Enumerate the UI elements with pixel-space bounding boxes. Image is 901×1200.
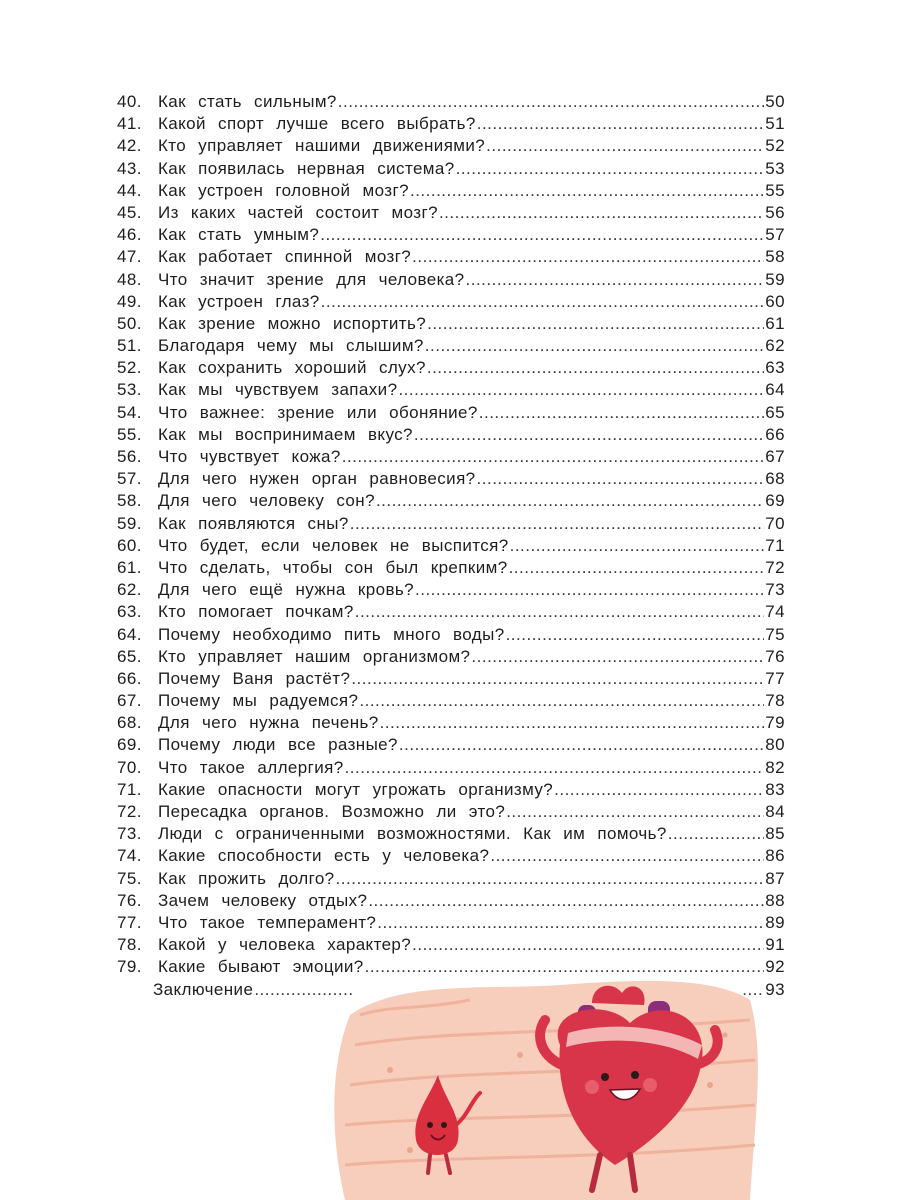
toc-leader-dots — [479, 402, 765, 424]
toc-leader-dots — [414, 424, 764, 446]
toc-leader-dots — [427, 313, 764, 335]
toc-entry-number: 77. — [117, 912, 142, 932]
toc-entry[interactable] — [117, 113, 785, 135]
toc-leader-dots — [425, 335, 765, 357]
toc-conclusion-page: 93 — [765, 979, 785, 999]
toc-entry-page: 74 — [765, 602, 785, 622]
toc-conclusion-title: Заключение — [153, 979, 254, 999]
toc-entry-title: Люди с ограниченными возможностями. Как им помочь? — [158, 824, 667, 844]
toc-entry[interactable] — [117, 335, 785, 357]
toc-entry-title: Из каких частей состоит мозг? — [158, 202, 438, 222]
toc-leader-dots — [351, 668, 764, 690]
toc-entry[interactable] — [117, 357, 785, 379]
toc-entry[interactable] — [117, 557, 785, 579]
toc-entry-title: Как появляются сны? — [158, 513, 349, 533]
toc-entry-title: Для чего нужен орган равновесия? — [158, 469, 476, 489]
toc-entry-title: Как появилась нервная система? — [158, 158, 455, 178]
toc-entry[interactable] — [117, 579, 785, 601]
toc-entry-number: 72. — [117, 802, 142, 821]
toc-entry-number: 55. — [117, 424, 142, 444]
toc-entry-page: 51 — [765, 114, 785, 134]
toc-leader-dots — [412, 934, 764, 956]
toc-entry-number: 64. — [117, 624, 142, 644]
toc-leader-dots — [338, 91, 764, 113]
toc-entry-number: 65. — [117, 646, 142, 666]
toc-entry-page: 61 — [765, 313, 785, 333]
toc-entry[interactable] — [117, 291, 785, 313]
toc-entry-page: 75 — [765, 624, 785, 644]
toc-entry-title: Какие опасности могут угрожать организму? — [158, 779, 554, 799]
toc-entry-page: 72 — [765, 557, 785, 577]
table-of-contents — [117, 91, 785, 1001]
toc-entry-title: Кто управляет нашими движениями? — [158, 136, 486, 156]
toc-leader-dots — [345, 757, 765, 779]
toc-entry-page: 84 — [765, 802, 785, 821]
illustration-background — [334, 981, 758, 1200]
toc-entry-number: 67. — [117, 691, 142, 711]
toc-entry-title: Как работает спинной мозг? — [158, 247, 412, 267]
toc-entry-number: 40. — [117, 92, 142, 111]
toc-entry-number: 53. — [117, 380, 142, 400]
toc-leader-dots — [668, 823, 765, 845]
toc-entry-number: 56. — [117, 447, 142, 466]
toc-entry[interactable] — [117, 934, 785, 956]
toc-leader-dots — [456, 158, 765, 180]
toc-entry-page: 53 — [765, 158, 785, 178]
toc-entry-number: 61. — [117, 557, 142, 577]
toc-leader-dots — [427, 357, 764, 379]
toc-entry-number: 47. — [117, 247, 142, 267]
toc-entry-title: Кто помогает почкам? — [158, 602, 354, 622]
toc-entry-title: Как устроен головной мозг? — [158, 180, 409, 200]
toc-entry-page: 89 — [765, 912, 785, 932]
toc-entry-title: Пересадка органов. Возможно ли это? — [158, 802, 506, 821]
toc-leader-dots — [398, 379, 764, 401]
toc-entry-page: 56 — [765, 202, 785, 222]
toc-entry-title: Что значит зрение для человека? — [158, 269, 465, 289]
toc-leader-dots — [376, 490, 764, 512]
toc-entry-page: 50 — [765, 92, 785, 111]
toc-entry-number: 58. — [117, 491, 142, 511]
toc-entry-page: 63 — [765, 358, 785, 378]
toc-entry-title: Почему необходимо пить много воды? — [158, 624, 505, 644]
toc-entry-page: 58 — [765, 247, 785, 267]
toc-entry-page: 77 — [765, 668, 785, 688]
toc-entry-page: 91 — [765, 935, 785, 955]
toc-entry-number: 42. — [117, 136, 142, 156]
toc-entry-page: 60 — [765, 291, 785, 311]
toc-entry-number: 62. — [117, 580, 142, 600]
toc-entry[interactable] — [117, 734, 785, 756]
toc-entry-page: 68 — [765, 469, 785, 489]
toc-entry-number: 60. — [117, 535, 142, 555]
toc-entry-page: 73 — [765, 580, 785, 600]
toc-entry[interactable] — [117, 868, 785, 890]
toc-entry-page: 66 — [765, 424, 785, 444]
toc-entry-title: Как сохранить хороший слух? — [158, 358, 426, 378]
toc-entry-page: 69 — [765, 491, 785, 511]
toc-leader-dots — [477, 113, 765, 135]
toc-entry-title: Почему Ваня растёт? — [158, 668, 351, 688]
toc-entry-title: Как стать умным? — [158, 225, 320, 245]
toc-entry-title: Что такое аллергия? — [158, 757, 344, 777]
toc-leader-dots — [355, 601, 765, 623]
toc-entry-page: 57 — [765, 225, 785, 245]
toc-entry-number: 51. — [117, 336, 142, 356]
toc-entry[interactable] — [117, 513, 785, 535]
toc-entry-title: Зачем человеку отдых? — [158, 890, 368, 910]
toc-entry-title: Какие бывают эмоции? — [158, 957, 364, 977]
toc-entry-number: 69. — [117, 735, 142, 755]
toc-entry-page: 83 — [765, 779, 785, 799]
toc-entry-page: 79 — [765, 713, 785, 733]
toc-entry[interactable] — [117, 801, 785, 823]
toc-entry-title: Кто управляет нашим организмом? — [158, 646, 471, 666]
toc-entry-title: Как прожить долго? — [158, 868, 335, 888]
toc-entry-page: 86 — [765, 846, 785, 866]
toc-leader-dots — [399, 734, 764, 756]
toc-leader-dots — [509, 557, 765, 579]
toc-leader-dots — [380, 712, 765, 734]
toc-entry-title: Почему люди все разные? — [158, 735, 398, 755]
toc-entry-page: 62 — [765, 336, 785, 356]
toc-leader-dots — [336, 868, 765, 890]
toc-entry[interactable] — [117, 269, 785, 291]
toc-entry-page: 64 — [765, 380, 785, 400]
toc-entry[interactable] — [117, 779, 785, 801]
toc-entry[interactable] — [117, 379, 785, 401]
toc-entry-title: Для чего человеку сон? — [158, 491, 375, 511]
toc-entry-number: 48. — [117, 269, 142, 289]
toc-entry-number: 57. — [117, 469, 142, 489]
toc-entry-page: 87 — [765, 868, 785, 888]
toc-leader-dots — [321, 291, 765, 313]
toc-entry[interactable] — [117, 202, 785, 224]
toc-entry[interactable] — [117, 490, 785, 512]
toc-entry-number: 75. — [117, 868, 142, 888]
toc-entry[interactable] — [117, 712, 785, 734]
toc-entry-number: 70. — [117, 757, 142, 777]
toc-entry-title: Какие способности есть у человека? — [158, 846, 490, 866]
toc-leader-dots — [510, 535, 765, 557]
toc-leader-dots — [410, 180, 764, 202]
heart-and-blood-drop-illustration — [330, 975, 760, 1200]
toc-entry-page: 85 — [765, 824, 785, 844]
toc-entry-number: 66. — [117, 668, 142, 688]
toc-entry-page: 78 — [765, 691, 785, 711]
toc-entry-page: 88 — [765, 890, 785, 910]
toc-entry-number: 59. — [117, 513, 142, 533]
toc-entry-title: Какой у человека характер? — [158, 935, 412, 955]
toc-entry[interactable] — [117, 601, 785, 623]
toc-entry-title: Какой спорт лучше всего выбрать? — [158, 114, 476, 134]
toc-entry-number: 78. — [117, 935, 142, 955]
toc-leader-dots — [415, 579, 764, 601]
toc-leader-dots — [471, 646, 764, 668]
toc-entry-number: 50. — [117, 313, 142, 333]
toc-leader-dots — [377, 912, 764, 934]
toc-entry[interactable] — [117, 135, 785, 157]
toc-entry[interactable] — [117, 890, 785, 912]
toc-entry-number: 76. — [117, 890, 142, 910]
toc-leader-dots — [368, 890, 764, 912]
toc-entry-page: 59 — [765, 269, 785, 289]
toc-entry-title: Как устроен глаз? — [158, 291, 320, 311]
toc-entry[interactable] — [117, 757, 785, 779]
toc-entry[interactable] — [117, 158, 785, 180]
toc-entry-page: 82 — [765, 757, 785, 777]
toc-entry[interactable] — [117, 91, 785, 113]
toc-leader-dots — [412, 246, 764, 268]
toc-entry-page: 67 — [765, 447, 785, 466]
toc-entry-page: 52 — [765, 136, 785, 156]
toc-entry[interactable] — [117, 246, 785, 268]
toc-entry[interactable] — [117, 224, 785, 246]
toc-entry[interactable] — [117, 180, 785, 202]
toc-entry-title: Как зрение можно испортить? — [158, 313, 427, 333]
toc-leader-dots — [466, 269, 765, 291]
toc-entry-number: 43. — [117, 158, 142, 178]
toc-entry-title: Что важнее: зрение или обоняние? — [158, 402, 478, 422]
toc-entry[interactable] — [117, 845, 785, 867]
toc-entry-title: Что чувствует кожа? — [158, 447, 341, 466]
toc-entry-number: 68. — [117, 713, 142, 733]
toc-entry-title: Благодаря чему мы слышим? — [158, 336, 424, 356]
toc-entry-page: 70 — [765, 513, 785, 533]
toc-entry[interactable] — [117, 624, 785, 646]
toc-entry-number: 52. — [117, 358, 142, 378]
toc-entry-title: Как стать сильным? — [158, 92, 337, 111]
toc-entry-title: Почему мы радуемся? — [158, 691, 359, 711]
toc-leader-dots — [359, 690, 764, 712]
toc-entry-title: Что такое темперамент? — [158, 912, 377, 932]
toc-entry[interactable] — [117, 668, 785, 690]
toc-entry[interactable] — [117, 468, 785, 490]
toc-entry-number: 71. — [117, 779, 142, 799]
toc-entry-number: 46. — [117, 225, 142, 245]
toc-entry[interactable] — [117, 690, 785, 712]
toc-leader-dots — [490, 845, 764, 867]
toc-leader-dots — [320, 224, 764, 246]
toc-leader-dots — [342, 446, 765, 468]
toc-entry-title: Что будет, если человек не выспится? — [158, 535, 509, 555]
toc-entry-page: 76 — [765, 646, 785, 666]
toc-entry[interactable] — [117, 912, 785, 934]
toc-leader-dots — [506, 624, 765, 646]
toc-entry-page: 65 — [765, 402, 785, 422]
toc-entry-number: 44. — [117, 180, 142, 200]
toc-entry-page: 80 — [765, 735, 785, 755]
toc-leader-dots — [439, 202, 764, 224]
toc-leader-dots — [506, 801, 764, 823]
toc-entry-number: 63. — [117, 602, 142, 622]
toc-entry[interactable] — [117, 424, 785, 446]
toc-leader-dots — [486, 135, 764, 157]
toc-entry-title: Как мы чувствуем запахи? — [158, 380, 398, 400]
toc-leader-dots — [554, 779, 764, 801]
toc-entry-number: 49. — [117, 291, 142, 311]
toc-entry-number: 45. — [117, 202, 142, 222]
toc-entry-title: Что сделать, чтобы сон был крепким? — [158, 557, 508, 577]
toc-entry[interactable] — [117, 535, 785, 557]
toc-entry-page: 92 — [765, 957, 785, 977]
toc-entry[interactable] — [117, 823, 785, 845]
toc-entry[interactable] — [117, 313, 785, 335]
toc-entry-page: 55 — [765, 180, 785, 200]
toc-entry-number: 54. — [117, 402, 142, 422]
toc-entry-number: 73. — [117, 824, 142, 844]
toc-leader-dots — [477, 468, 765, 490]
toc-entry[interactable] — [117, 402, 785, 424]
toc-leader-dots — [350, 513, 765, 535]
toc-entry-number: 79. — [117, 957, 142, 977]
toc-entry-title: Для чего нужна печень? — [158, 713, 379, 733]
toc-entry-title: Как мы воспринимаем вкус? — [158, 424, 413, 444]
toc-entry-page: 71 — [765, 535, 785, 555]
toc-entry-number: 41. — [117, 114, 142, 134]
toc-entry[interactable] — [117, 446, 785, 468]
toc-entry-number: 74. — [117, 846, 142, 866]
toc-entry[interactable] — [117, 646, 785, 668]
toc-entry-title: Для чего ещё нужна кровь? — [158, 580, 415, 600]
